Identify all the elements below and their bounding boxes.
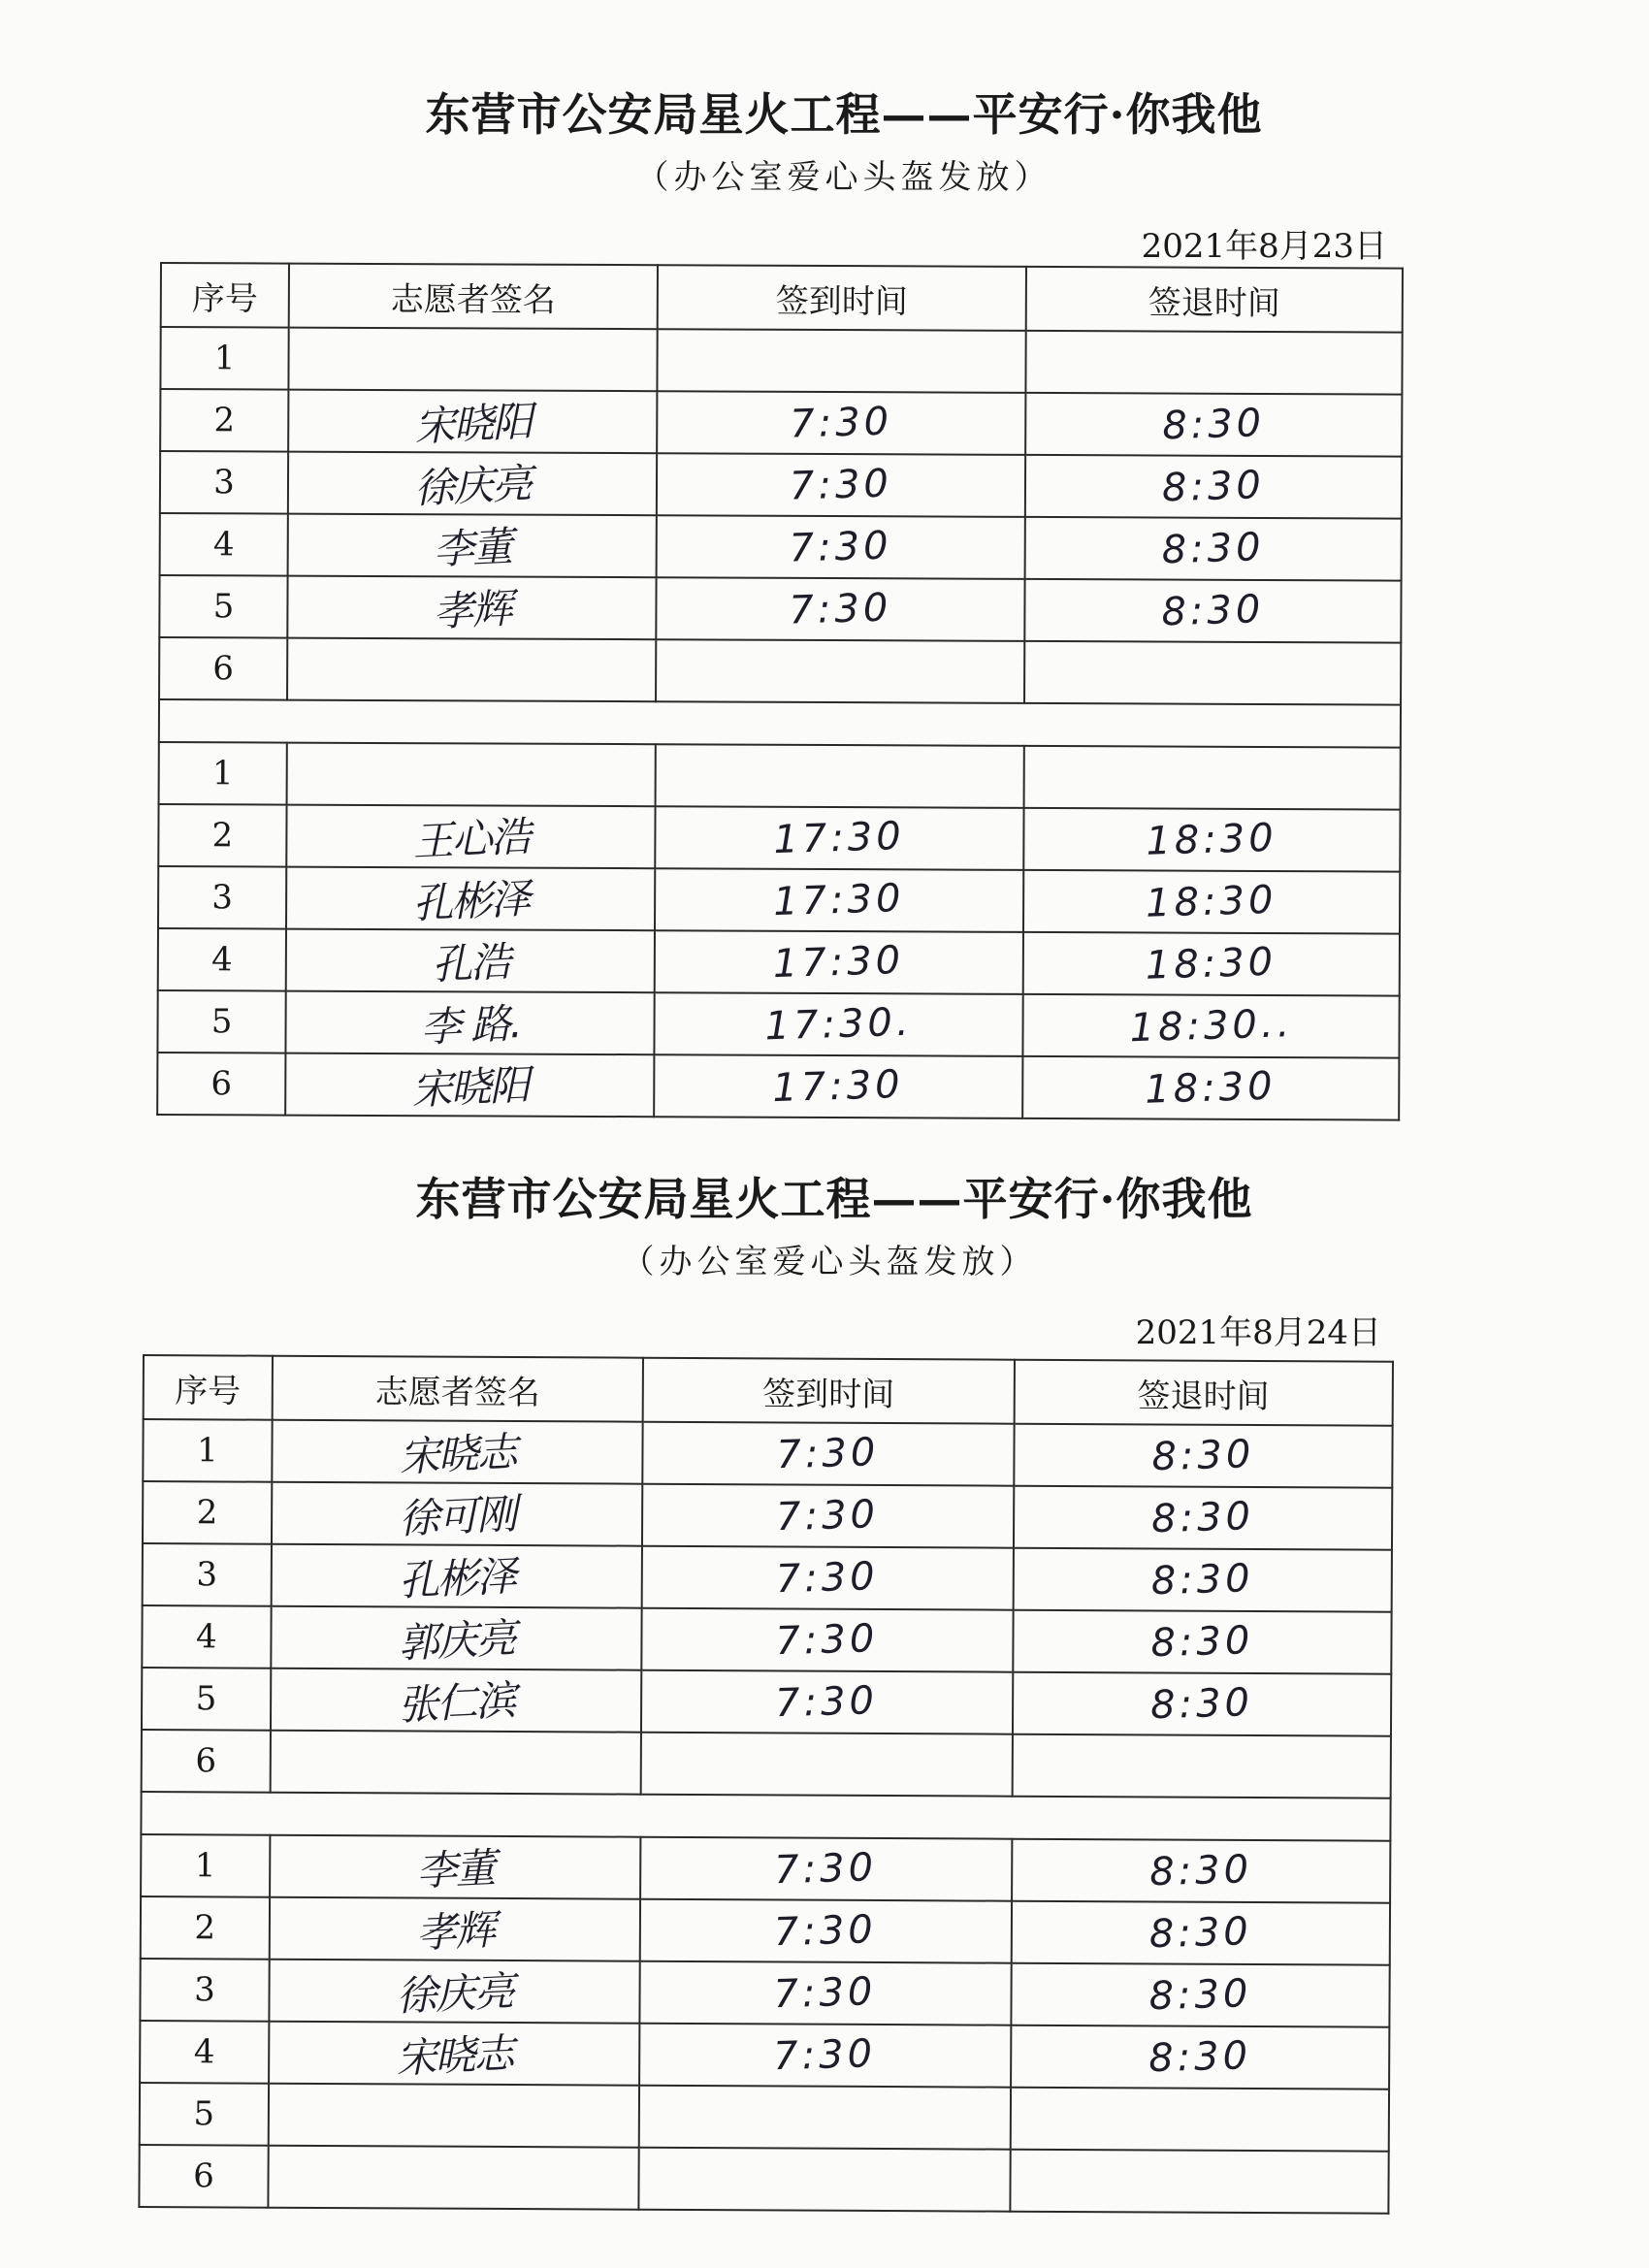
- volunteer-signature: 李董: [415, 1843, 496, 1895]
- table-row: [140, 1959, 1389, 2027]
- checkin-time: 7:30: [773, 1907, 878, 1956]
- table-row: [141, 1834, 1390, 1903]
- checkin-time: 17:30.: [763, 999, 914, 1050]
- checkout-time: 8:30: [1148, 1971, 1252, 2020]
- volunteer-signature-cell: [269, 2022, 640, 2086]
- checkout-time-cell: [1012, 1839, 1391, 1903]
- checkin-time: 7:30: [789, 461, 893, 509]
- row-number-cell: [141, 1834, 270, 1897]
- volunteer-signature: 孔彬泽: [411, 874, 531, 928]
- table-row: [160, 327, 1402, 395]
- checkin-time: 17:30: [771, 1062, 905, 1112]
- row-number: 1: [196, 1431, 218, 1471]
- checkin-time-cell: [654, 1054, 1022, 1118]
- table-body: [139, 1419, 1392, 2214]
- row-number: 3: [194, 1970, 215, 2010]
- checkout-time-cell: [1013, 1548, 1392, 1612]
- table-header-row: [144, 1355, 1393, 1426]
- checkout-time-cell: [1013, 1672, 1392, 1736]
- checkin-time-cell: [640, 1837, 1012, 1901]
- row-number-cell: [142, 1668, 271, 1731]
- checkin-time-cell: [657, 453, 1025, 517]
- checkout-time-cell: [1012, 1734, 1391, 1798]
- checkout-time-cell: [1010, 2150, 1389, 2214]
- checkout-time-cell: [1022, 1056, 1399, 1120]
- table-row: [141, 1896, 1390, 1965]
- checkout-time-cell: [1024, 641, 1401, 705]
- checkout-time: 18:30: [1145, 877, 1278, 926]
- checkin-time: 17:30: [773, 814, 906, 863]
- checkout-time: 18:30: [1144, 1063, 1277, 1113]
- volunteer-signature-cell: [269, 2084, 640, 2148]
- group-separator-row: [141, 1792, 1390, 1841]
- row-number: 5: [212, 587, 235, 627]
- row-number: 1: [213, 339, 236, 378]
- checkin-time-cell: [641, 1733, 1013, 1797]
- volunteer-signature-cell: [287, 743, 656, 807]
- volunteer-signature: 郭庆亮: [397, 1613, 516, 1668]
- row-number-cell: [159, 742, 287, 805]
- checkin-time-cell: [639, 2148, 1011, 2212]
- row-number-cell: [157, 990, 285, 1053]
- checkin-time: 7:30: [776, 1430, 881, 1478]
- volunteer-signature-cell: [268, 2146, 639, 2210]
- volunteer-signature: 孝辉: [414, 1905, 496, 1958]
- checkin-time-cell: [656, 744, 1024, 808]
- sheet-subtitle: （办公室爱心头盔发放）: [621, 1243, 1038, 1281]
- row-number-cell: [142, 1730, 271, 1793]
- header-number: 序号: [144, 1355, 273, 1420]
- checkout-time-cell: [1024, 579, 1401, 643]
- row-number-cell: [158, 928, 286, 991]
- volunteer-signature-cell: [287, 576, 656, 640]
- volunteer-signature: 徐可刚: [398, 1489, 517, 1543]
- row-number: 6: [210, 1064, 233, 1104]
- separator-cell: [159, 699, 1401, 748]
- row-number: 5: [193, 2094, 215, 2134]
- checkin-time: 17:30: [772, 876, 906, 925]
- checkout-time-cell: [1025, 517, 1402, 581]
- checkout-time-cell: [1023, 932, 1400, 996]
- table-row: [142, 1605, 1391, 1674]
- row-number: 2: [213, 401, 236, 440]
- checkout-time-cell: [1014, 1486, 1393, 1550]
- row-number: 1: [194, 1846, 216, 1886]
- table-body: [157, 327, 1403, 1120]
- checkin-time: 7:30: [789, 399, 893, 447]
- row-number-cell: [160, 327, 288, 390]
- volunteer-signature-cell: [286, 867, 655, 931]
- table-row: [143, 1543, 1392, 1612]
- checkout-time-cell: [1025, 331, 1402, 395]
- checkout-time: 8:30: [1148, 1909, 1253, 1958]
- table-row: [160, 513, 1402, 581]
- checkout-time-cell: [1011, 1901, 1390, 1965]
- volunteer-signature: 李 路.: [419, 998, 522, 1052]
- volunteer-signature-cell: [270, 1835, 641, 1899]
- row-number-cell: [143, 1419, 272, 1482]
- checkout-time-cell: [1024, 746, 1401, 810]
- table-row: [159, 637, 1401, 705]
- checkout-time: 18:30: [1145, 939, 1278, 988]
- checkout-time: 8:30: [1161, 463, 1266, 511]
- table-row: [140, 2021, 1389, 2090]
- table-row: [142, 1668, 1391, 1736]
- checkin-time-cell: [642, 1422, 1014, 1486]
- table-row: [157, 990, 1399, 1058]
- table-row: [158, 928, 1400, 996]
- checkin-time-cell: [655, 806, 1023, 870]
- checkout-time: 8:30: [1150, 1432, 1255, 1480]
- checkin-time-cell: [640, 1961, 1012, 2025]
- checkout-time-cell: [1011, 1963, 1390, 2027]
- sheet-subtitle: （办公室爱心头盔发放）: [635, 158, 1052, 197]
- volunteer-signature-cell: [271, 1669, 642, 1733]
- checkin-time: 7:30: [788, 585, 893, 633]
- checkin-time-cell: [655, 930, 1023, 994]
- checkout-time: 8:30: [1150, 1494, 1255, 1542]
- checkin-time: 7:30: [775, 1492, 881, 1540]
- header-checkin-time: 签到时间: [658, 265, 1026, 331]
- checkout-time: 8:30: [1161, 525, 1266, 573]
- table-row: [142, 1730, 1391, 1798]
- checkin-time: 7:30: [773, 1969, 878, 2018]
- volunteer-signature: 徐庆亮: [395, 1966, 514, 2021]
- row-number-cell: [157, 1053, 285, 1116]
- checkin-time: 7:30: [774, 1678, 880, 1727]
- table-row: [160, 451, 1402, 519]
- checkin-time: 7:30: [775, 1616, 880, 1665]
- checkout-time-cell: [1014, 1424, 1393, 1488]
- header-number: 序号: [161, 263, 289, 328]
- checkin-time-cell: [641, 1608, 1013, 1672]
- checkout-time: 8:30: [1149, 1680, 1254, 1729]
- separator-cell: [141, 1792, 1390, 1841]
- row-number-cell: [158, 804, 286, 867]
- volunteer-signature: 孔浩: [430, 937, 511, 989]
- volunteer-signature-cell: [285, 1053, 654, 1118]
- sheet-date: 2021年8月24日: [1135, 1313, 1381, 1352]
- row-number-cell: [160, 451, 288, 514]
- group-separator-row: [159, 699, 1401, 748]
- row-number: 3: [213, 463, 235, 502]
- checkout-time: 8:30: [1148, 2033, 1252, 2082]
- checkout-time: 8:30: [1149, 1618, 1254, 1667]
- table-header-row: [161, 263, 1403, 333]
- sheet-title: 东营市公安局星火工程——平安行·你我他: [425, 88, 1263, 141]
- header-checkout-time: 签退时间: [1026, 267, 1403, 333]
- volunteer-signature: 宋晓阳: [413, 397, 533, 451]
- table-row: [139, 2145, 1388, 2214]
- checkin-time-cell: [657, 329, 1025, 393]
- volunteer-signature: 孔彬泽: [397, 1551, 517, 1605]
- table-row: [159, 742, 1401, 810]
- row-number: 3: [211, 878, 234, 918]
- volunteer-signature-cell: [272, 1420, 643, 1484]
- row-number: 6: [195, 1741, 217, 1781]
- checkout-time: 8:30: [1161, 401, 1266, 449]
- row-number-cell: [160, 389, 288, 452]
- header-checkout-time: 签退时间: [1014, 1360, 1393, 1426]
- checkout-time-cell: [1023, 870, 1400, 934]
- volunteer-signature-cell: [285, 991, 654, 1055]
- volunteer-signature-cell: [288, 452, 657, 516]
- checkin-time: 7:30: [773, 2031, 878, 2080]
- checkin-time-cell: [642, 1546, 1014, 1610]
- row-number: 4: [212, 525, 235, 565]
- table-row: [143, 1419, 1392, 1488]
- checkin-time-cell: [639, 2024, 1011, 2088]
- table-row: [160, 389, 1402, 457]
- table-row: [159, 575, 1401, 643]
- volunteer-signature-cell: [288, 514, 657, 578]
- row-number: 2: [211, 816, 234, 856]
- header-signature: 志愿者签名: [289, 264, 658, 330]
- checkout-time-cell: [1011, 2025, 1390, 2090]
- checkin-time: 7:30: [775, 1554, 880, 1603]
- row-number: 5: [195, 1679, 217, 1719]
- row-number: 1: [211, 754, 234, 794]
- sheet-date: 2021年8月23日: [1141, 227, 1387, 266]
- checkout-time-cell: [1023, 808, 1400, 872]
- header-signature: 志愿者签名: [272, 1356, 643, 1422]
- table-row: [140, 2083, 1389, 2152]
- checkin-time-cell: [657, 391, 1025, 455]
- row-number: 4: [193, 2032, 215, 2072]
- checkout-time-cell: [1025, 455, 1402, 519]
- checkin-time: 7:30: [774, 1845, 879, 1894]
- row-number-cell: [141, 1896, 270, 1960]
- checkin-time: 7:30: [789, 523, 893, 571]
- row-number: 4: [210, 940, 233, 980]
- volunteer-signature-cell: [270, 1897, 641, 1961]
- checkin-time-cell: [641, 1670, 1013, 1734]
- checkin-time-cell: [656, 639, 1024, 703]
- checkin-time-cell: [639, 2086, 1011, 2150]
- checkout-time-cell: [1013, 1610, 1392, 1674]
- checkout-time: 18:30: [1146, 815, 1278, 864]
- volunteer-signature-cell: [271, 1606, 642, 1670]
- row-number-cell: [140, 2021, 269, 2084]
- checkin-time-cell: [656, 577, 1024, 641]
- row-number-cell: [159, 575, 287, 638]
- volunteer-signature-cell: [270, 1731, 641, 1795]
- checkout-time: 8:30: [1149, 1556, 1255, 1604]
- checkin-time-cell: [640, 1899, 1012, 1963]
- checkin-time-cell: [657, 515, 1025, 579]
- row-number: 4: [195, 1617, 217, 1657]
- volunteer-signature: 徐庆亮: [413, 459, 533, 513]
- checkout-time-cell: [1025, 393, 1402, 457]
- volunteer-signature-cell: [288, 390, 657, 454]
- checkout-time-cell: [1010, 2088, 1389, 2152]
- volunteer-signature: 宋晓阳: [410, 1060, 530, 1115]
- table-row: [158, 804, 1400, 872]
- checkout-time: 8:30: [1148, 1847, 1253, 1895]
- row-number-cell: [143, 1543, 272, 1606]
- row-number-cell: [140, 1959, 269, 2022]
- row-number: 6: [193, 2156, 214, 2196]
- table-row: [158, 866, 1400, 934]
- volunteer-signature: 孝辉: [432, 584, 512, 636]
- volunteer-signature: 宋晓志: [398, 1427, 517, 1481]
- checkout-time: 8:30: [1160, 587, 1266, 635]
- row-number-cell: [143, 1481, 272, 1544]
- sheet-title: 东营市公安局星火工程——平安行·你我他: [415, 1173, 1253, 1225]
- volunteer-signature: 李董: [432, 522, 512, 574]
- volunteer-signature-cell: [288, 328, 657, 392]
- sign-in-table: [138, 1354, 1394, 2215]
- row-number: 2: [194, 1908, 216, 1948]
- row-number: 6: [212, 649, 235, 689]
- row-number-cell: [158, 866, 286, 929]
- row-number: 3: [196, 1555, 218, 1595]
- volunteer-signature-cell: [271, 1544, 642, 1608]
- checkin-time-cell: [642, 1484, 1014, 1548]
- checkout-time-cell: [1022, 994, 1399, 1058]
- table-row: [157, 1053, 1399, 1120]
- row-number-cell: [160, 513, 288, 576]
- row-number-cell: [142, 1605, 271, 1669]
- row-number-cell: [140, 2083, 269, 2146]
- row-number-cell: [139, 2145, 268, 2208]
- volunteer-signature-cell: [286, 805, 655, 869]
- volunteer-signature-cell: [287, 638, 656, 702]
- row-number: 5: [210, 1002, 233, 1042]
- volunteer-signature: 王心浩: [411, 812, 531, 866]
- header-checkin-time: 签到时间: [643, 1358, 1015, 1424]
- checkout-time: 18:30..: [1128, 1001, 1294, 1052]
- checkin-time-cell: [655, 868, 1023, 932]
- sign-in-table: [156, 262, 1404, 1121]
- volunteer-signature-cell: [269, 1960, 640, 2024]
- row-number-cell: [159, 637, 287, 700]
- volunteer-signature: 张仁滨: [397, 1675, 516, 1730]
- volunteer-signature-cell: [286, 929, 655, 993]
- table-row: [143, 1481, 1392, 1550]
- volunteer-signature: 宋晓志: [395, 2028, 514, 2083]
- checkin-time: 17:30: [772, 938, 906, 988]
- checkin-time-cell: [654, 992, 1022, 1056]
- volunteer-signature-cell: [272, 1482, 643, 1546]
- row-number: 2: [196, 1493, 218, 1533]
